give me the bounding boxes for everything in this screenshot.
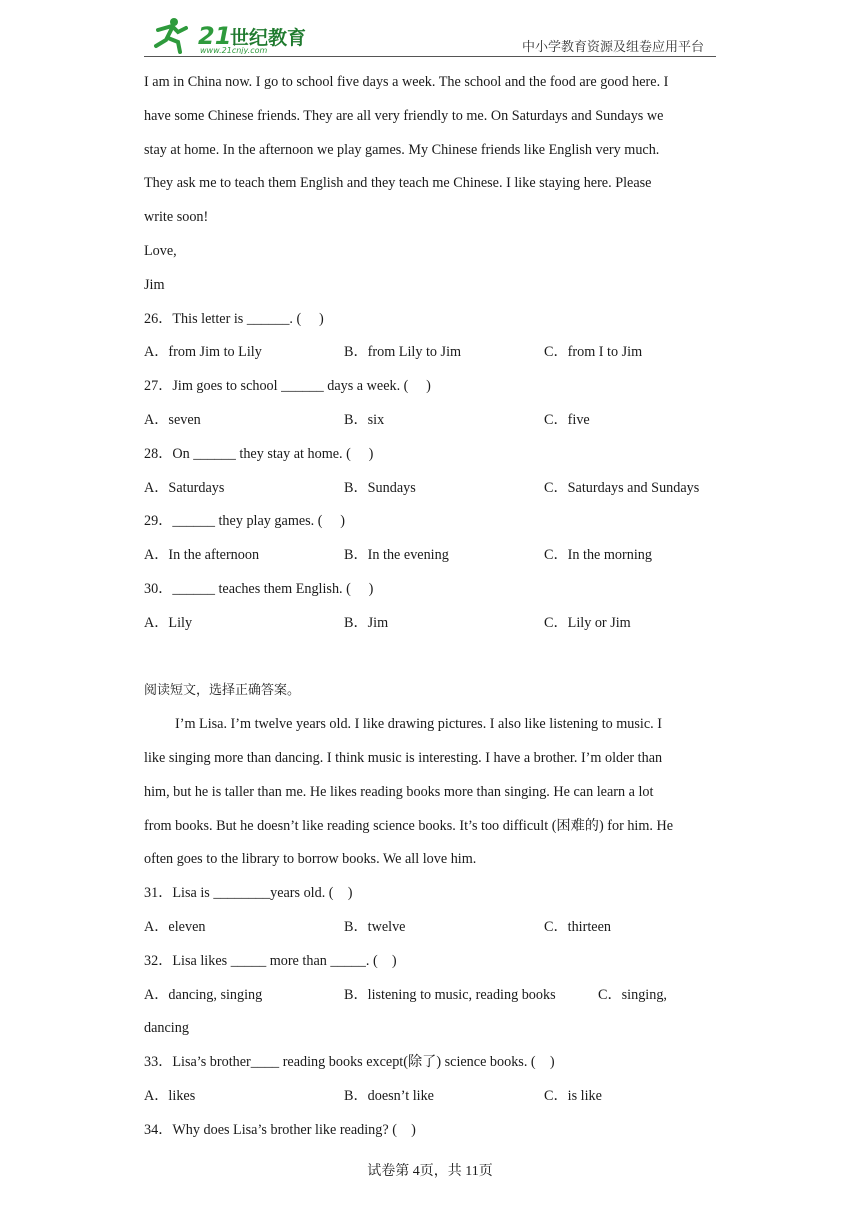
option-a[interactable]: A．dancing, singing	[144, 986, 263, 1003]
passage-line: him, but he is taller than me. He likes reading books more than singing. He can learn a lot	[144, 783, 654, 800]
svg-text:世纪教育: 世纪教育	[230, 27, 307, 49]
passage-line: They ask me to teach them English and they teach me Chinese. I like staying here. Please	[144, 175, 652, 192]
question-text: 28．On ______ they stay at home. ( )	[144, 445, 374, 462]
passage-line: I am in China now. I go to school five days a week. The school and the food are good here. I	[144, 74, 669, 90]
worksheet-content	[144, 66, 719, 1148]
question-text: 34．Why does Lisa’s brother like reading? ( )	[144, 1121, 416, 1138]
passage-line: write soon!	[144, 209, 209, 226]
option-b[interactable]: B．In the evening	[344, 547, 449, 564]
answer-options	[144, 979, 719, 1013]
option-b[interactable]: B．listening to music, reading books	[344, 986, 556, 1003]
answer-options	[144, 607, 719, 641]
passage-line: Jim	[144, 276, 165, 293]
question-text: 32．Lisa likes _____ more than _____. ( )	[144, 952, 397, 969]
question-32	[144, 945, 719, 1046]
svg-text:www.21cnjy.com: www.21cnjy.com	[200, 46, 268, 54]
option-a[interactable]: A．Lily	[144, 614, 193, 631]
question-27	[144, 370, 719, 438]
answer-options	[144, 1080, 719, 1114]
answer-options	[144, 539, 719, 573]
option-c[interactable]: C．singing,	[598, 986, 667, 1003]
option-c[interactable]: C．thirteen	[544, 918, 611, 935]
passage-line: have some Chinese friends. They are all very friendly to me. On Saturdays and Sundays we	[144, 107, 664, 124]
passage-line: from books. But he doesn’t like reading science books. It’s too difficult (困难的) for him. He	[144, 817, 674, 834]
passage-line: Love,	[144, 242, 177, 259]
answer-options	[144, 472, 719, 506]
page-footer: 试卷第 4页，共 11页	[367, 1164, 493, 1179]
option-c[interactable]: C．Saturdays and Sundays	[544, 479, 700, 496]
option-b[interactable]: B．Jim	[344, 614, 389, 631]
option-c-continued: dancing	[144, 1020, 189, 1037]
option-b[interactable]: B．twelve	[344, 918, 406, 935]
passage-line: I’m Lisa. I’m twelve years old. I like drawing pictures. I also like listening to music. I	[175, 716, 662, 733]
section-instruction: 阅读短文，选择正确答案。	[144, 683, 301, 699]
passage-jim	[144, 66, 719, 303]
question-text: 33．Lisa’s brother____ reading books except(除了) science books. ( )	[144, 1054, 555, 1071]
option-b[interactable]: B．doesn’t like	[344, 1087, 434, 1104]
question-text: 31．Lisa is ________years old. ( )	[144, 885, 353, 902]
option-c[interactable]: C．five	[544, 411, 590, 428]
option-a[interactable]: A．from Jim to Lily	[144, 344, 262, 361]
question-text: 27．Jim goes to school ______ days a week. ( )	[144, 378, 431, 395]
option-c[interactable]: C．is like	[544, 1087, 602, 1104]
answer-options	[144, 911, 719, 945]
platform-name: 中小学教育资源及组卷应用平台	[521, 40, 704, 55]
passage-lisa	[144, 708, 719, 877]
question-33	[144, 1046, 719, 1114]
option-b[interactable]: B．from Lily to Jim	[344, 344, 462, 361]
option-b[interactable]: B．Sundays	[344, 479, 416, 496]
option-a[interactable]: A．eleven	[144, 918, 206, 935]
question-29	[144, 505, 719, 573]
option-a[interactable]: A．likes	[144, 1087, 196, 1104]
question-31	[144, 877, 719, 945]
option-a[interactable]: A．Saturdays	[144, 479, 225, 496]
answer-options	[144, 404, 719, 438]
question-text: 29．______ they play games. ( )	[144, 513, 345, 530]
passage-line: stay at home. In the afternoon we play games. My Chinese friends like English very much.	[144, 141, 660, 158]
option-c[interactable]: C．Lily or Jim	[544, 614, 631, 631]
page-header	[144, 14, 716, 57]
passage-line: often goes to the library to borrow books. We all love him.	[144, 851, 477, 868]
question-text: 30．______ teaches them English. ( )	[144, 580, 374, 597]
question-30	[144, 573, 719, 641]
question-text: 26．This letter is ______. ( )	[144, 310, 324, 327]
option-c[interactable]: C．In the morning	[544, 547, 652, 564]
option-c[interactable]: C．from I to Jim	[544, 344, 643, 361]
question-28	[144, 438, 719, 506]
question-34	[144, 1114, 719, 1148]
option-b[interactable]: B．six	[344, 411, 385, 428]
question-26	[144, 303, 719, 371]
option-a[interactable]: A．seven	[144, 411, 201, 428]
passage-line: like singing more than dancing. I think music is interesting. I have a brother. I’m older than	[144, 749, 663, 766]
21cnjy-logo-icon	[148, 16, 318, 54]
option-a[interactable]: A．In the afternoon	[144, 547, 260, 564]
answer-options	[144, 336, 719, 370]
svg-text:21: 21	[198, 22, 232, 50]
section-gap	[144, 641, 719, 675]
